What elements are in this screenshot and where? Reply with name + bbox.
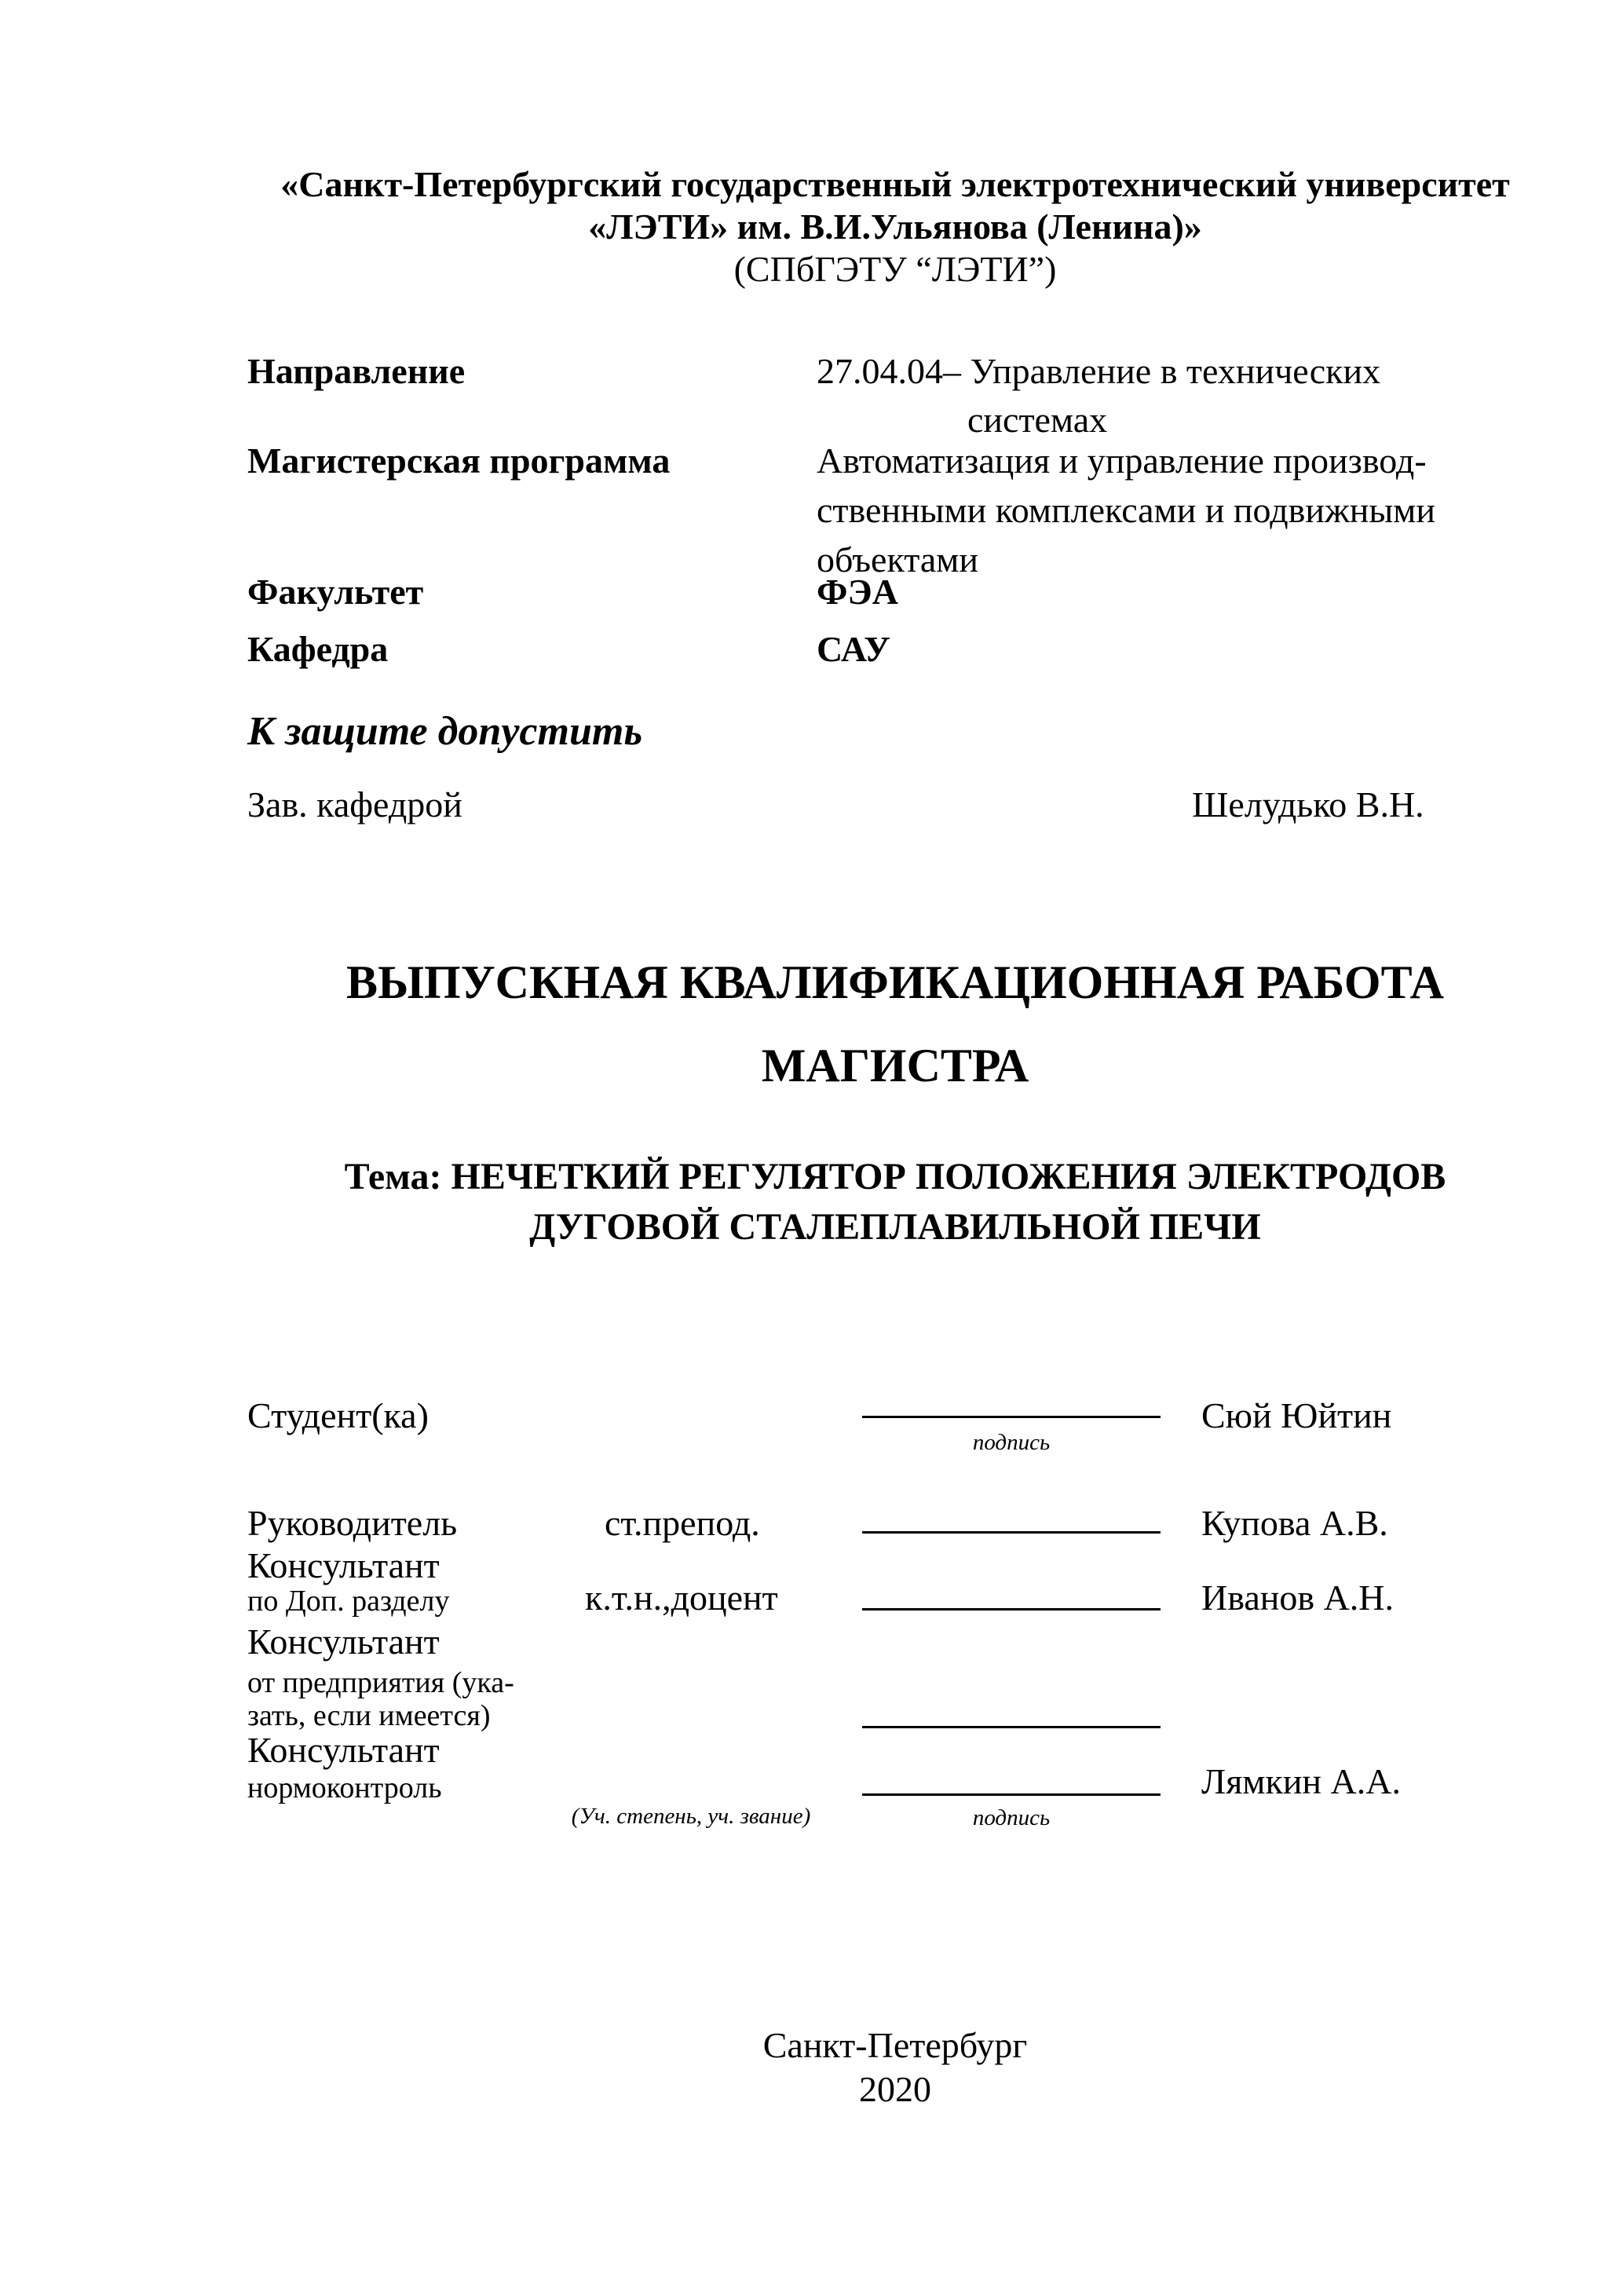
student-role-label: Студент(ка) [247, 1395, 429, 1435]
department-label: Кафедра [247, 629, 389, 669]
consultant-additional-note: по Доп. разделу [247, 1585, 450, 1618]
consultant-additional-role-label: Консультант [247, 1545, 440, 1585]
consultant-normcontrol-name: Лямкин А.А. [1201, 1761, 1401, 1801]
footer-city: Санкт-Петербург [762, 2025, 1028, 2065]
degree-caption: (Уч. степень, уч. звание) [571, 1804, 811, 1829]
department-value: САУ [817, 629, 890, 669]
supervisor-name: Купова А.В. [1201, 1503, 1388, 1543]
consultant-normcontrol-note: нормоконтроль [247, 1771, 442, 1804]
supervisor-degree: ст.препод. [605, 1503, 760, 1543]
direction-value-line2: системах [967, 400, 1108, 440]
consultant-normcontrol-signature-line [862, 1793, 1161, 1796]
program-value-line2: ственными комплексами и подвижными [817, 490, 1435, 530]
student-signature-line [862, 1416, 1161, 1418]
bottom-signature-caption: подпись [972, 1805, 1051, 1830]
head-of-department-label: Зав. кафедрой [247, 784, 462, 824]
footer-year: 2020 [859, 2069, 931, 2109]
theme-line1: Тема: НЕЧЕТКИЙ РЕГУЛЯТОР ПОЛОЖЕНИЯ ЭЛЕКТРОДОВ [344, 1156, 1446, 1197]
consultant-enterprise-note-line1: от предприятия (ука- [247, 1666, 514, 1699]
consultant-enterprise-signature-line [862, 1726, 1161, 1728]
student-signature-caption: подпись [972, 1430, 1051, 1455]
consultant-additional-name: Иванов А.Н. [1201, 1578, 1395, 1618]
theme-line2: ДУГОВОЙ СТАЛЕПЛАВИЛЬНОЙ ПЕЧИ [529, 1206, 1261, 1248]
admission-statement: К защите допустить [247, 709, 643, 754]
consultant-additional-degree: к.т.н.,доцент [585, 1578, 778, 1618]
faculty-label: Факультет [247, 572, 424, 612]
faculty-value: ФЭА [817, 572, 898, 612]
direction-value-line1: 27.04.04– Управление в технических [817, 351, 1381, 391]
program-value-line1: Автоматизация и управление производ- [817, 441, 1427, 481]
student-name: Сюй Юйтин [1201, 1395, 1392, 1435]
supervisor-signature-line [862, 1531, 1161, 1534]
supervisor-role-label: Руководитель [247, 1503, 458, 1543]
university-abbreviation: (СПбГЭТУ “ЛЭТИ”) [733, 249, 1057, 289]
program-label: Магистерская программа [247, 441, 671, 481]
university-name-line2: «ЛЭТИ» им. В.И.Ульянова (Ленина)» [588, 207, 1202, 247]
consultant-additional-signature-line [862, 1608, 1161, 1610]
consultant-normcontrol-role-label: Консультант [247, 1730, 440, 1770]
work-title-line1: ВЫПУСКНАЯ КВАЛИФИКАЦИОННАЯ РАБОТА [346, 956, 1444, 1008]
consultant-enterprise-role-label: Консультант [247, 1621, 440, 1662]
university-name-line1: «Санкт-Петербургский государственный электротехнический университет [280, 164, 1510, 204]
work-title-line2: МАГИСТРА [761, 1040, 1029, 1091]
head-of-department-name: Шелудько В.Н. [1192, 784, 1424, 824]
program-value-line3: объектами [817, 539, 979, 579]
consultant-enterprise-note-line2: зать, если имеется) [247, 1699, 491, 1732]
direction-label: Направление [247, 351, 466, 391]
